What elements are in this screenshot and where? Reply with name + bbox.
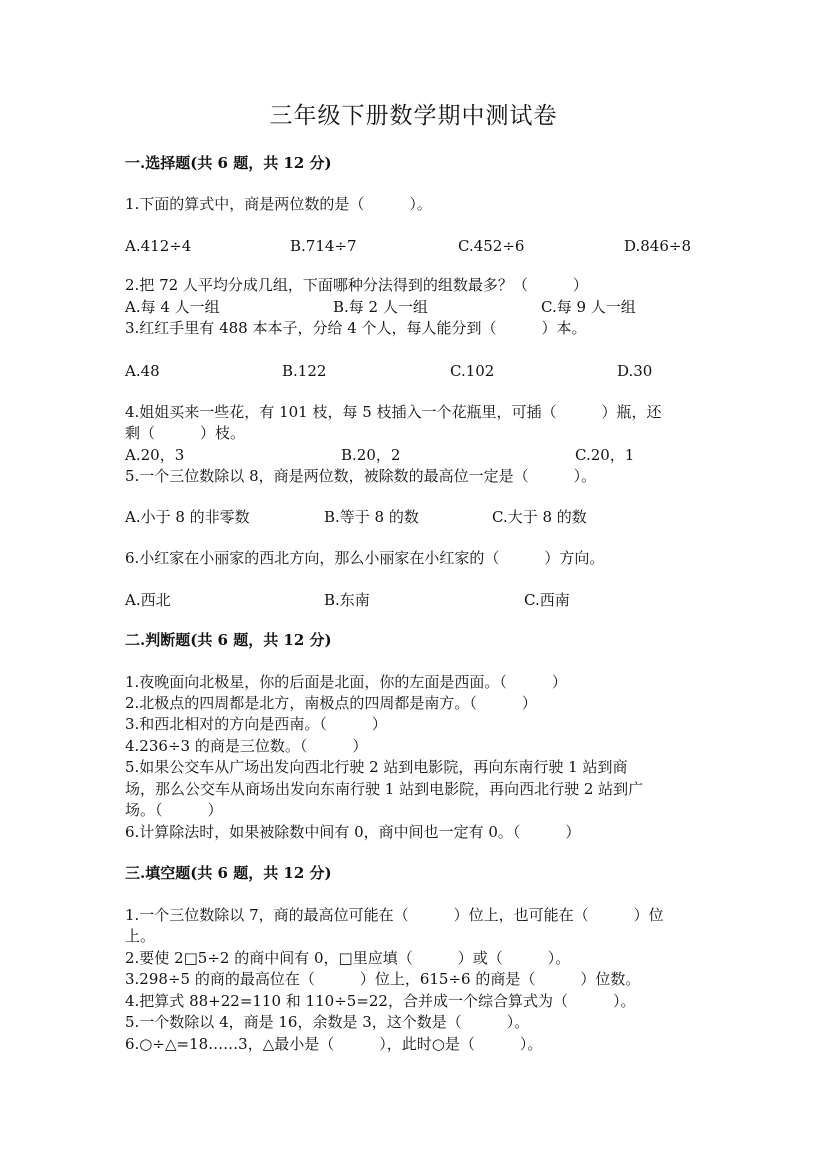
option-a: A.西北	[125, 591, 171, 609]
question-stem: 4.236÷3 的商是三位数。（ ）	[125, 737, 368, 755]
section-heading-choice: 一.选择题(共 6 题，共 12 分)	[125, 154, 332, 172]
question-stem: 2.北极点的四周都是北方，南极点的四周都是南方。（ ）	[125, 694, 537, 712]
option-a: A.48	[125, 362, 160, 380]
option-a: A.小于 8 的非零数	[125, 508, 250, 526]
option-c: C.452÷6	[458, 237, 525, 255]
question-stem: 5.如果公交车从广场出发向西北行驶 2 站到电影院，再向东南行驶 1 站到商	[125, 758, 628, 776]
question-stem: 1.一个三位数除以 7，商的最高位可能在（ ）位上，也可能在（ ）位	[125, 906, 664, 924]
section-heading-fill-blank: 三.填空题(共 6 题，共 12 分)	[125, 864, 332, 882]
question-stem: 5.一个三位数除以 8，商是两位数，被除数的最高位一定是（ ）。	[125, 467, 597, 485]
question-stem-continued: 上。	[125, 927, 156, 945]
question-stem: 3.和西北相对的方向是西南。（ ）	[125, 715, 387, 733]
option-b: B.20，2	[341, 446, 401, 464]
question-stem: 3.红红手里有 488 本本子，分给 4 个人，每人能分到（ ）本。	[125, 319, 587, 337]
question-stem: 2.要使 2□5÷2 的商中间有 0，□里应填（ ）或（ ）。	[125, 949, 571, 967]
option-b: B.等于 8 的数	[324, 508, 419, 526]
question-stem: 4.姐姐买来一些花，有 101 枝，每 5 枝插入一个花瓶里，可插（ ）瓶，还	[125, 403, 662, 421]
option-a: A.20，3	[125, 446, 185, 464]
option-d: D.30	[617, 362, 653, 380]
option-a: A.412÷4	[125, 237, 192, 255]
question-stem: 5.一个数除以 4，商是 16，余数是 3，这个数是（ ）。	[125, 1013, 530, 1031]
question-stem: 2.把 72 人平均分成几组，下面哪种分法得到的组数最多？（ ）	[125, 276, 588, 294]
option-b: B.每 2 人一组	[333, 298, 428, 316]
question-stem-continued: 场，那么公交车从商场出发向东南行驶 1 站到电影院，再向西北行驶 2 站到广	[125, 780, 644, 798]
option-a: A.每 4 人一组	[125, 298, 220, 316]
question-stem: 1.夜晚面向北极星，你的后面是北面，你的左面是西面。（ ）	[125, 673, 567, 691]
option-d: D.846÷8	[624, 237, 692, 255]
option-c: C.102	[450, 362, 495, 380]
question-stem: 6.计算除法时，如果被除数中间有 0，商中间也一定有 0。（ ）	[125, 823, 581, 841]
option-c: C.大于 8 的数	[492, 508, 587, 526]
question-stem: 6.○÷△=18……3，△最小是（ ），此时○是（ ）。	[125, 1035, 543, 1053]
section-heading-judgement: 二.判断题(共 6 题，共 12 分)	[125, 631, 332, 649]
question-stem: 4.把算式 88+22=110 和 110÷5=22，合并成一个综合算式为（ ）。	[125, 992, 636, 1010]
question-stem: 3.298÷5 的商的最高位在（ ）位上，615÷6 的商是（ ）位数。	[125, 970, 641, 988]
question-stem: 6.小红家在小丽家的西北方向，那么小丽家在小红家的（ ）方向。	[125, 549, 605, 567]
option-b: B.714÷7	[290, 237, 357, 255]
question-stem-continued: 剩（ ）枝。	[125, 424, 246, 442]
option-b: B.东南	[324, 591, 370, 609]
option-c: C.西南	[524, 591, 570, 609]
option-c: C.每 9 人一组	[541, 298, 636, 316]
option-c: C.20，1	[575, 446, 635, 464]
question-stem-continued: 场。（ ）	[125, 801, 223, 819]
option-b: B.122	[282, 362, 327, 380]
page-title: 三年级下册数学期中测试卷	[269, 103, 558, 129]
question-stem: 1.下面的算式中，商是两位数的是（ ）。	[125, 195, 432, 213]
